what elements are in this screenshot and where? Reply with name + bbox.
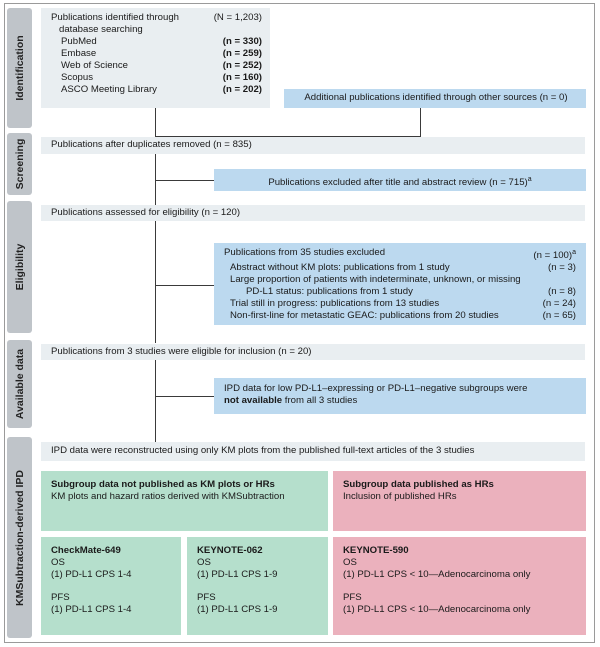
connector-line bbox=[155, 360, 156, 442]
spacer bbox=[197, 581, 318, 592]
exclusion-reason-text: Large proportion of patients with indeterminate, unknown, or missing bbox=[230, 274, 521, 286]
studies-excluded-footnote: a bbox=[572, 249, 576, 256]
studies-excluded-box bbox=[214, 243, 586, 325]
ipd-reconstructed-box bbox=[41, 442, 585, 461]
ipd-reconstructed-text: IPD data were reconstructed using only KM plots from the published full-text articles of the 3 studies bbox=[51, 445, 475, 456]
ipd-unavailable-rest: from all 3 studies bbox=[282, 395, 358, 406]
study-os-item: (1) PD-L1 CPS 1-9 bbox=[197, 569, 278, 580]
study-box-keynote-590 bbox=[333, 537, 586, 635]
not-available-text: not available bbox=[224, 395, 283, 406]
identification-count: (N = 1,203) bbox=[213, 12, 262, 23]
subgroup-not-published-title: Subgroup data not published as KM plots or HRs bbox=[51, 479, 275, 490]
source-count: (n = 252) bbox=[222, 60, 262, 71]
study-pfs-label: PFS bbox=[343, 592, 362, 603]
stage-available-data bbox=[7, 340, 32, 428]
duplicates-removed-text: Publications after duplicates removed (n = 835) bbox=[51, 139, 252, 150]
source-row bbox=[51, 72, 262, 84]
connector-line bbox=[155, 108, 156, 137]
subgroup-published-title: Subgroup data published as HRs bbox=[343, 479, 494, 490]
stage-label-identification: Identification bbox=[13, 35, 26, 101]
eligible-inclusion-box bbox=[41, 344, 585, 360]
ipd-unavailable-box bbox=[214, 378, 586, 414]
assessed-eligibility-box bbox=[41, 205, 585, 221]
subgroup-not-published-box bbox=[41, 471, 328, 531]
connector-line bbox=[155, 285, 214, 286]
source-row bbox=[51, 84, 262, 96]
spacer bbox=[51, 581, 171, 592]
source-count: (n = 202) bbox=[222, 84, 262, 95]
excluded-title-abstract-box bbox=[214, 169, 586, 191]
studies-excluded-total bbox=[533, 247, 576, 262]
study-pfs-item: (1) PD-L1 CPS 1-4 bbox=[51, 604, 132, 615]
source-count: (n = 259) bbox=[222, 48, 262, 59]
stage-screening bbox=[7, 133, 32, 195]
stage-label-screening: Screening bbox=[13, 138, 26, 190]
additional-sources-text: Additional publications identified through other sources (n = 0) bbox=[304, 92, 568, 103]
exclusion-reason-count: (n = 8) bbox=[548, 286, 576, 298]
stage-eligibility bbox=[7, 201, 32, 333]
source-name: ASCO Meeting Library bbox=[61, 84, 157, 95]
identification-subtitle: database searching bbox=[59, 24, 143, 35]
identification-box bbox=[41, 8, 270, 108]
duplicates-removed-box bbox=[41, 137, 585, 154]
ipd-unavailable-line2 bbox=[224, 395, 576, 407]
exclusion-reason-row bbox=[224, 274, 576, 286]
study-os-item: (1) PD-L1 CPS < 10—Adenocarcinoma only bbox=[343, 569, 531, 580]
source-name: Embase bbox=[61, 48, 97, 59]
excluded-footnote: a bbox=[527, 176, 532, 183]
study-os-label: OS bbox=[197, 557, 211, 568]
subgroup-published-subtitle: Inclusion of published HRs bbox=[343, 491, 457, 502]
study-box-checkmate-649 bbox=[41, 537, 181, 635]
identification-title-row bbox=[51, 12, 262, 24]
studies-excluded-title: Publications from 35 studies excluded bbox=[224, 247, 386, 258]
exclusion-reason-count: (n = 24) bbox=[542, 298, 576, 310]
study-pfs-label: PFS bbox=[51, 592, 70, 603]
stage-identification bbox=[7, 8, 32, 128]
assessed-eligibility-text: Publications assessed for eligibility (n = 120) bbox=[51, 207, 241, 218]
connector-line bbox=[420, 108, 421, 136]
study-name: KEYNOTE-590 bbox=[343, 545, 409, 556]
studies-excluded-count: (n = 100) bbox=[533, 250, 573, 262]
study-name: CheckMate-649 bbox=[51, 545, 121, 556]
source-count: (n = 160) bbox=[222, 72, 262, 83]
additional-sources-box bbox=[284, 89, 586, 108]
exclusion-reason-row bbox=[224, 286, 576, 298]
source-name: Web of Science bbox=[61, 60, 129, 71]
stage-label-available-data: Available data bbox=[13, 348, 26, 420]
source-row bbox=[51, 48, 262, 60]
exclusion-reason-row bbox=[224, 298, 576, 310]
stage-kms-derived-ipd bbox=[7, 437, 32, 638]
study-os-item: (1) PD-L1 CPS 1-4 bbox=[51, 569, 132, 580]
study-box-keynote-062 bbox=[187, 537, 328, 635]
connector-line bbox=[155, 396, 214, 397]
stage-label-eligibility: Eligibility bbox=[13, 243, 26, 291]
study-pfs-label: PFS bbox=[197, 592, 216, 603]
study-os-label: OS bbox=[51, 557, 65, 568]
exclusion-reason-count: (n = 65) bbox=[542, 310, 576, 322]
source-name: PubMed bbox=[61, 36, 97, 47]
source-count: (n = 330) bbox=[222, 36, 262, 47]
study-name: KEYNOTE-062 bbox=[197, 545, 263, 556]
spacer bbox=[343, 581, 576, 592]
studies-excluded-title-row bbox=[224, 247, 576, 262]
source-row bbox=[51, 36, 262, 48]
source-name: Scopus bbox=[61, 72, 93, 83]
study-pfs-item: (1) PD-L1 CPS 1-9 bbox=[197, 604, 278, 615]
subgroup-not-published-subtitle: KM plots and hazard ratios derived with KMSubtraction bbox=[51, 491, 285, 502]
exclusion-reason-count: (n = 3) bbox=[548, 262, 576, 274]
exclusion-reason-text: PD-L1 status: publications from 1 study bbox=[246, 286, 413, 298]
identification-title: Publications identified through bbox=[51, 12, 180, 23]
exclusion-reason-text: Non-first-line for metastatic GEAC: publications from 20 studies bbox=[230, 310, 499, 322]
connector-line bbox=[155, 221, 156, 343]
exclusion-reason-text: Abstract without KM plots: publications from 1 study bbox=[230, 262, 450, 274]
eligible-inclusion-text: Publications from 3 studies were eligible for inclusion (n = 20) bbox=[51, 346, 312, 357]
exclusion-reason-row bbox=[224, 262, 576, 274]
connector-line bbox=[155, 180, 214, 181]
exclusion-reason-row bbox=[224, 310, 576, 322]
study-os-label: OS bbox=[343, 557, 357, 568]
source-row bbox=[51, 60, 262, 72]
exclusion-reason-text: Trial still in progress: publications from 13 studies bbox=[230, 298, 440, 310]
stage-label-kms-derived-ipd: KMSubtraction-derived IPD bbox=[13, 469, 26, 606]
study-pfs-item: (1) PD-L1 CPS < 10—Adenocarcinoma only bbox=[343, 604, 531, 615]
ipd-unavailable-line1: IPD data for low PD-L1–expressing or PD-L1–negative subgroups were bbox=[224, 383, 528, 394]
subgroup-published-box bbox=[333, 471, 586, 531]
excluded-title-abstract-text: Publications excluded after title and abstract review (n = 715) bbox=[268, 177, 528, 189]
